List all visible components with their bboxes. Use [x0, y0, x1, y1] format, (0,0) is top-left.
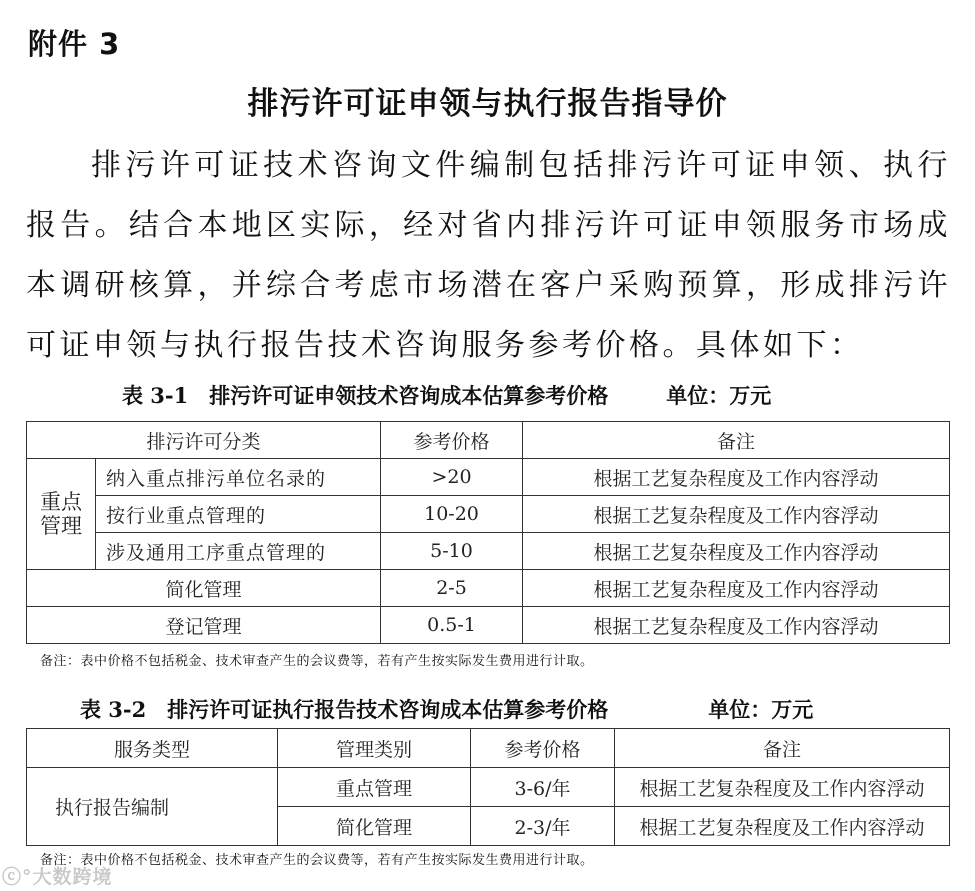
table2-caption-text: 表 3-2 排污许可证执行报告技术咨询成本估算参考价格 — [80, 697, 609, 722]
row-price: 2-3/年 — [471, 807, 615, 846]
row-category: 按行业重点管理的 — [96, 496, 381, 533]
table2-note: 备注：表中价格不包括税金、技术审查产生的会议费等，若有产生按实际发生费用进行计取。 — [40, 853, 594, 868]
row-remark: 根据工艺复杂程度及工作内容浮动 — [523, 459, 950, 496]
row-category: 纳入重点排污单位名录的 — [96, 459, 381, 496]
table1-caption-text: 表 3-1 排污许可证申领技术咨询成本估算参考价格 — [122, 383, 609, 408]
intro-paragraph-text: 排污许可证技术咨询文件编制包括排污许可证申领、执行报告。结合本地区实际，经对省内排污许可证申领服务市场成本调研核算，并综合考虑市场潜在客户采购预算，形成排污许可证申领与执行报告技术咨询服务参考价格。具体如下： — [26, 148, 951, 363]
row-price: 5-10 — [381, 533, 523, 570]
row-price: 2-5 — [381, 570, 523, 607]
row-price: 10-20 — [381, 496, 523, 533]
table-row — [27, 607, 950, 644]
table-header-row — [27, 422, 950, 459]
table1-unit: 单位：万元 — [666, 383, 772, 408]
table-row — [27, 768, 950, 807]
row-remark: 根据工艺复杂程度及工作内容浮动 — [615, 768, 950, 807]
watermark-logo-icon: ⓒ° — [2, 866, 33, 888]
header-price: 参考价格 — [471, 729, 615, 768]
row-remark: 根据工艺复杂程度及工作内容浮动 — [523, 607, 950, 644]
row-remark: 根据工艺复杂程度及工作内容浮动 — [523, 533, 950, 570]
row-price: 0.5-1 — [381, 607, 523, 644]
row-remark: 根据工艺复杂程度及工作内容浮动 — [523, 570, 950, 607]
header-remark: 备注 — [615, 729, 950, 768]
header-category: 排污许可分类 — [27, 422, 381, 459]
row-remark: 根据工艺复杂程度及工作内容浮动 — [523, 496, 950, 533]
watermark — [2, 862, 113, 889]
header-management: 管理类别 — [278, 729, 471, 768]
row-category: 涉及通用工序重点管理的 — [96, 533, 381, 570]
service-type: 执行报告编制 — [27, 768, 278, 846]
intro-paragraph — [26, 136, 951, 376]
row-management: 重点管理 — [278, 768, 471, 807]
watermark-text: 大数跨境 — [32, 866, 113, 888]
row-price: 3-6/年 — [471, 768, 615, 807]
row-remark: 根据工艺复杂程度及工作内容浮动 — [615, 807, 950, 846]
header-remark: 备注 — [523, 422, 950, 459]
row-price: >20 — [381, 459, 523, 496]
table1-caption — [122, 380, 771, 410]
table1-note: 备注：表中价格不包括税金、技术审查产生的会议费等，若有产生按实际发生费用进行计取。 — [40, 654, 594, 669]
table2 — [26, 728, 950, 846]
table2-caption — [80, 694, 813, 724]
header-service-type: 服务类型 — [27, 729, 278, 768]
attachment-label: 附件 3 — [28, 27, 121, 61]
header-price: 参考价格 — [381, 422, 523, 459]
row-category: 登记管理 — [27, 607, 381, 644]
row-category: 简化管理 — [27, 570, 381, 607]
document-title: 排污许可证申领与执行报告指导价 — [247, 86, 728, 122]
group-label: 重点 管理 — [27, 459, 96, 570]
table-row — [27, 570, 950, 607]
table-header-row — [27, 729, 950, 768]
table-row — [27, 459, 950, 496]
table1 — [26, 421, 950, 644]
row-management: 简化管理 — [278, 807, 471, 846]
table2-unit: 单位：万元 — [708, 697, 814, 722]
table-row — [27, 533, 950, 570]
table-row — [27, 496, 950, 533]
